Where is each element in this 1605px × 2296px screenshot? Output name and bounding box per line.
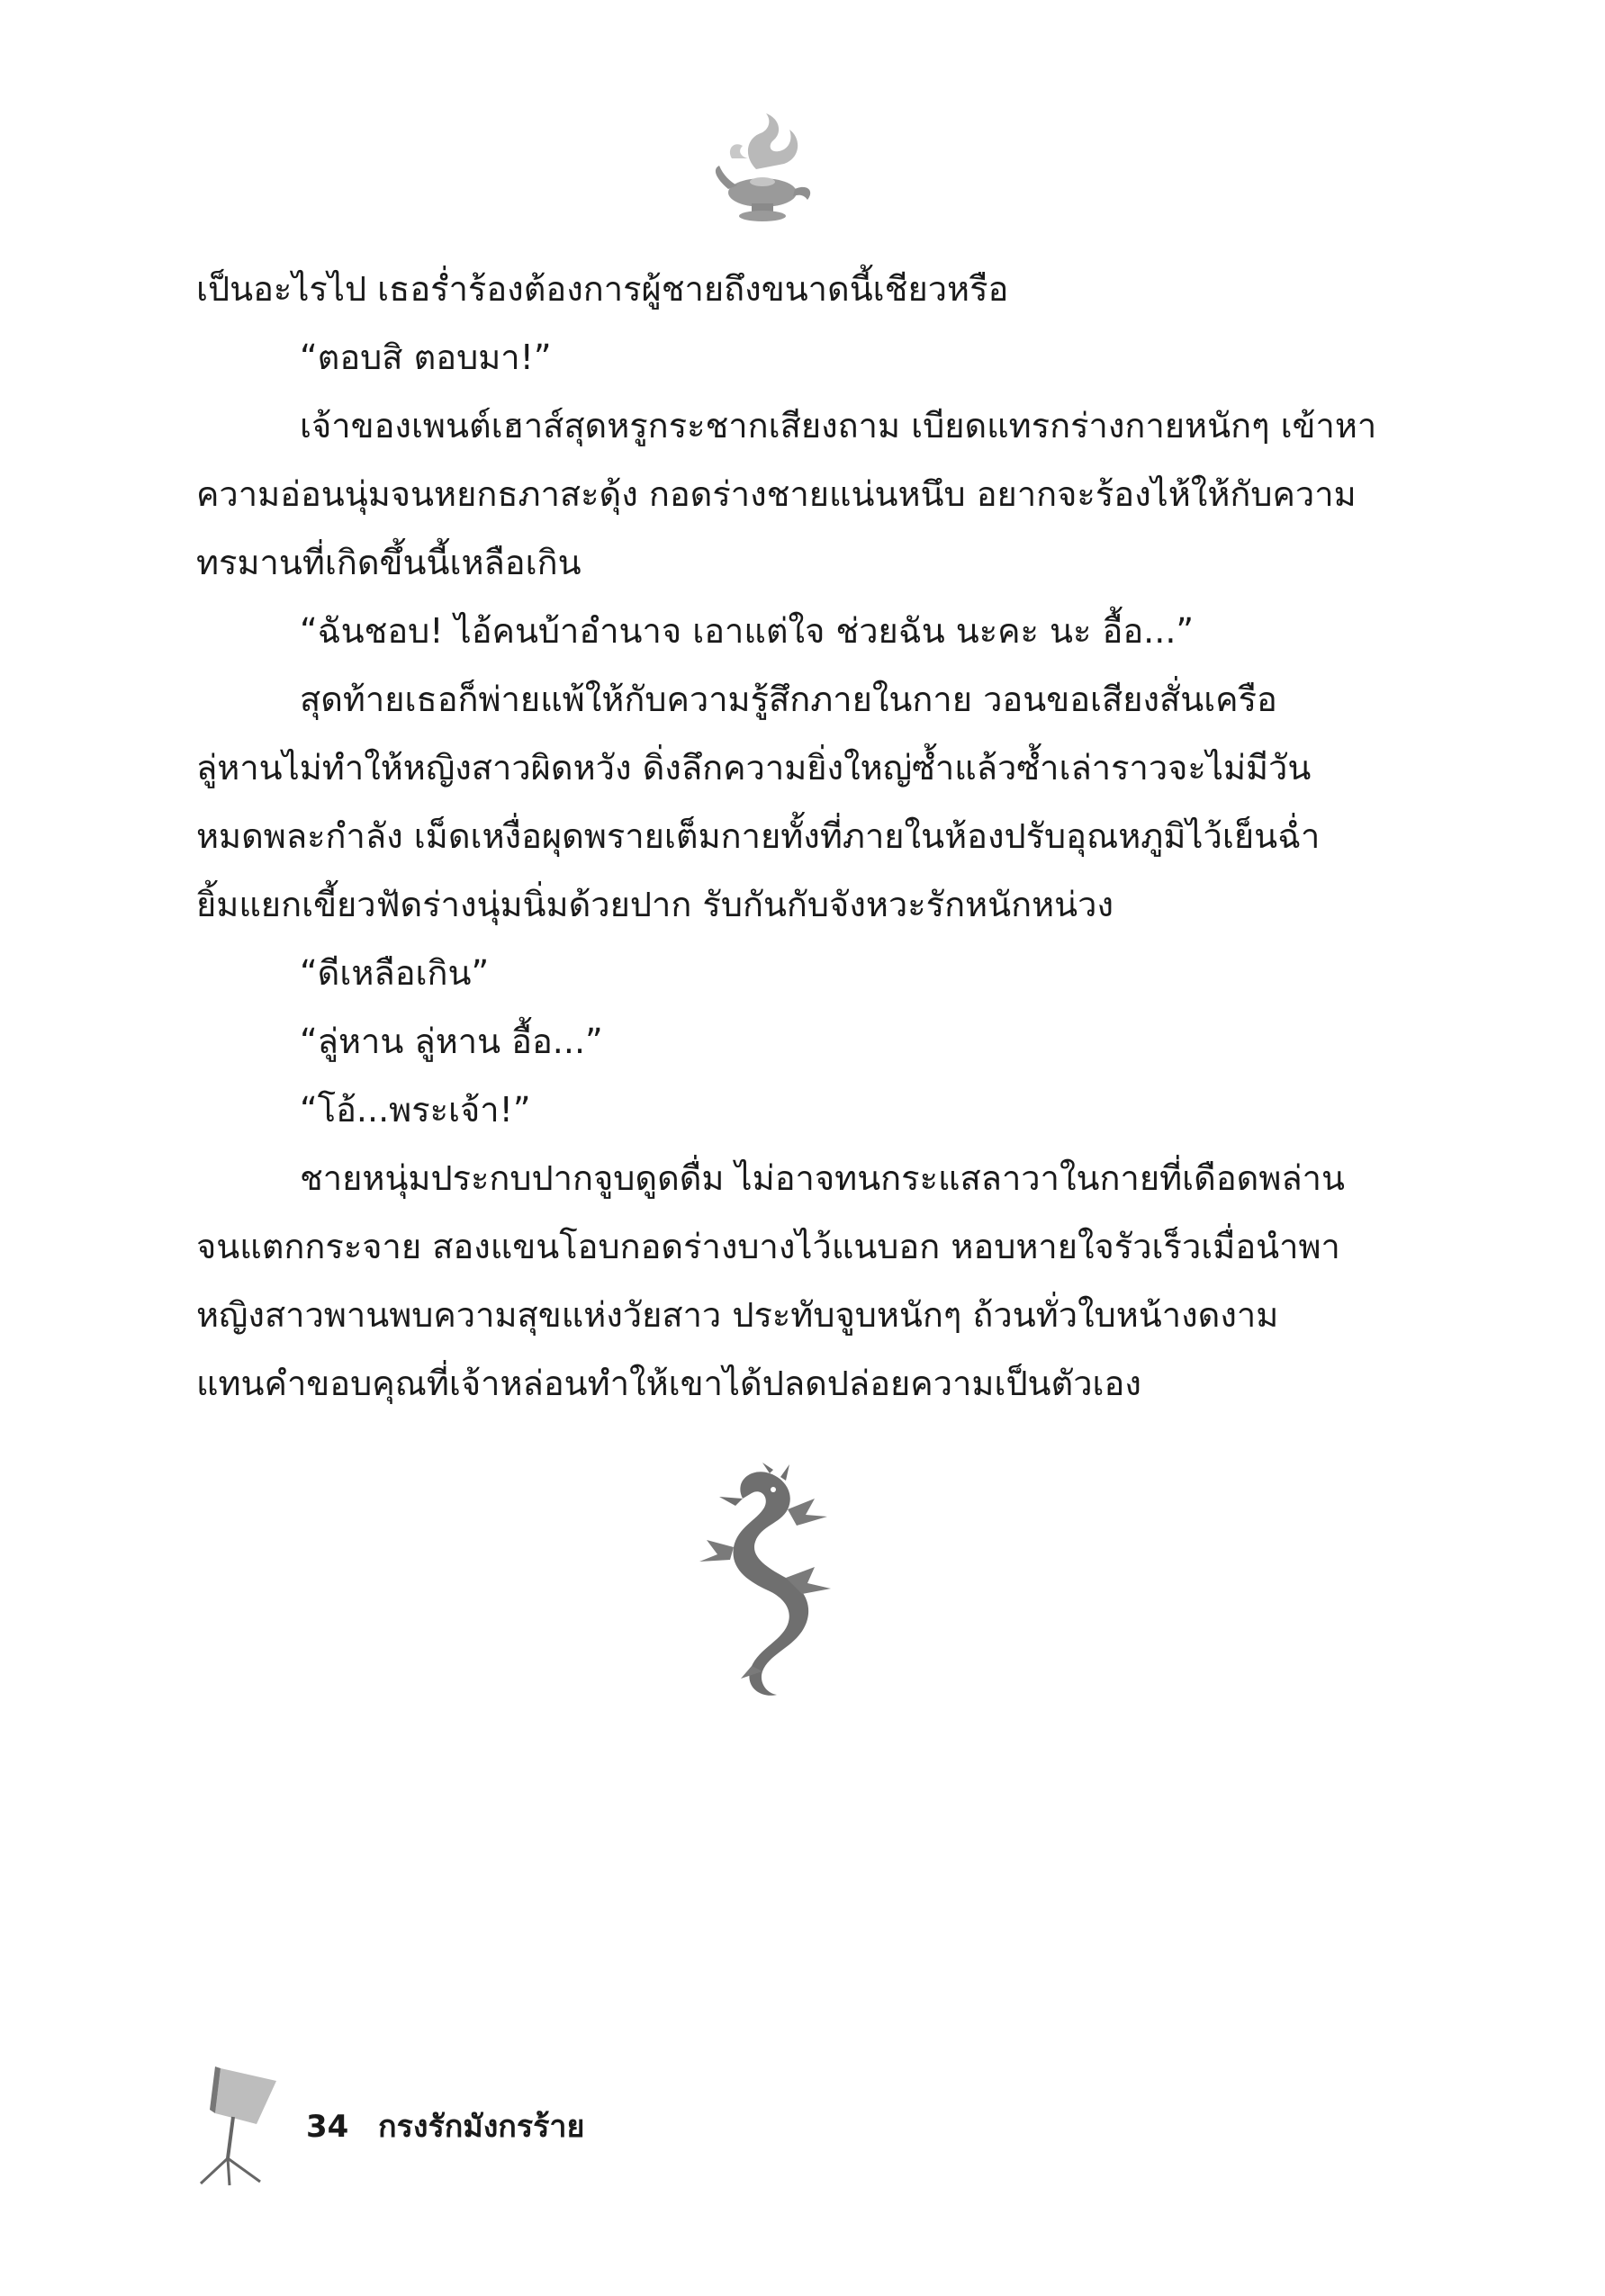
text-line: ชายหนุ่มประกบปากจูบดูดดื่ม ไม่อาจทนกระแสลาวาในกายที่เดือดพล่าน — [300, 1158, 1345, 1198]
page-number: 34 — [306, 2109, 349, 2145]
text-line: “ดีเหลือเกิน” — [300, 953, 490, 993]
page-footer — [194, 2061, 734, 2187]
text-line: จนแตกกระจาย สองแขนโอบกอดร่างบางไว้แนบอก หอบหายใจรัวเร็วเมื่อนำพา — [196, 1227, 1340, 1266]
text-line: สุดท้ายเธอก็พ่ายแพ้ให้กับความรู้สึกภายในกาย วอนขอเสียงสั่นเครือ — [300, 680, 1277, 719]
text-line: เป็นอะไรไป เธอร่ำร้องต้องการผู้ชายถึงขนาดนี้เชียวหรือ — [196, 269, 1009, 309]
text-line: ยิ้มแยกเขี้ยวฟัดร่างนุ่มนิ่มด้วยปาก รับกันกับจังหวะรักหนักหน่วง — [196, 885, 1114, 924]
text-line: ความอ่อนนุ่มจนหยกธภาสะดุ้ง กอดร่างชายแน่นหนึบ อยากจะร้องไห้ให้กับความ — [196, 474, 1357, 514]
text-line: “ลู่หาน ลู่หาน อื้อ...” — [300, 1022, 603, 1061]
text-line: เจ้าของเพนต์เฮาส์สุดหรูกระชากเสียงถาม เบียดแทรกร่างกายหนักๆ เข้าหา — [300, 406, 1377, 446]
text-line: “โอ้...พระเจ้า!” — [300, 1090, 531, 1130]
magic-lamp-icon — [707, 106, 824, 232]
light-stand-icon — [194, 2061, 293, 2187]
dragon-icon — [680, 1463, 851, 1701]
book-title: กรงรักมังกรร้าย — [378, 2109, 585, 2145]
text-line: “ตอบสิ ตอบมา!” — [300, 338, 552, 377]
text-line: แทนคำขอบคุณที่เจ้าหล่อนทำให้เขาได้ปลดปล่อยความเป็นตัวเอง — [196, 1364, 1141, 1403]
text-line: ทรมานที่เกิดขึ้นนี้เหลือเกิน — [196, 543, 582, 582]
text-line: “ฉันชอบ! ไอ้คนบ้าอำนาจ เอาแต่ใจ ช่วยฉัน นะคะ นะ อื้อ...” — [300, 611, 1195, 651]
body-text — [196, 255, 1377, 1418]
text-line: หมดพละกำลัง เม็ดเหงื่อผุดพรายเต็มกายทั้งที่ภายในห้องปรับอุณหภูมิไว้เย็นฉ่ำ — [196, 816, 1321, 856]
text-line: ลู่หานไม่ทำให้หญิงสาวผิดหวัง ดิ่งลึกความยิ่งใหญ่ซ้ำแล้วซ้ำเล่าราวจะไม่มีวัน — [196, 748, 1312, 788]
text-line: หญิงสาวพานพบความสุขแห่งวัยสาว ประทับจูบหนักๆ ถ้วนทั่วใบหน้างดงาม — [196, 1295, 1279, 1335]
